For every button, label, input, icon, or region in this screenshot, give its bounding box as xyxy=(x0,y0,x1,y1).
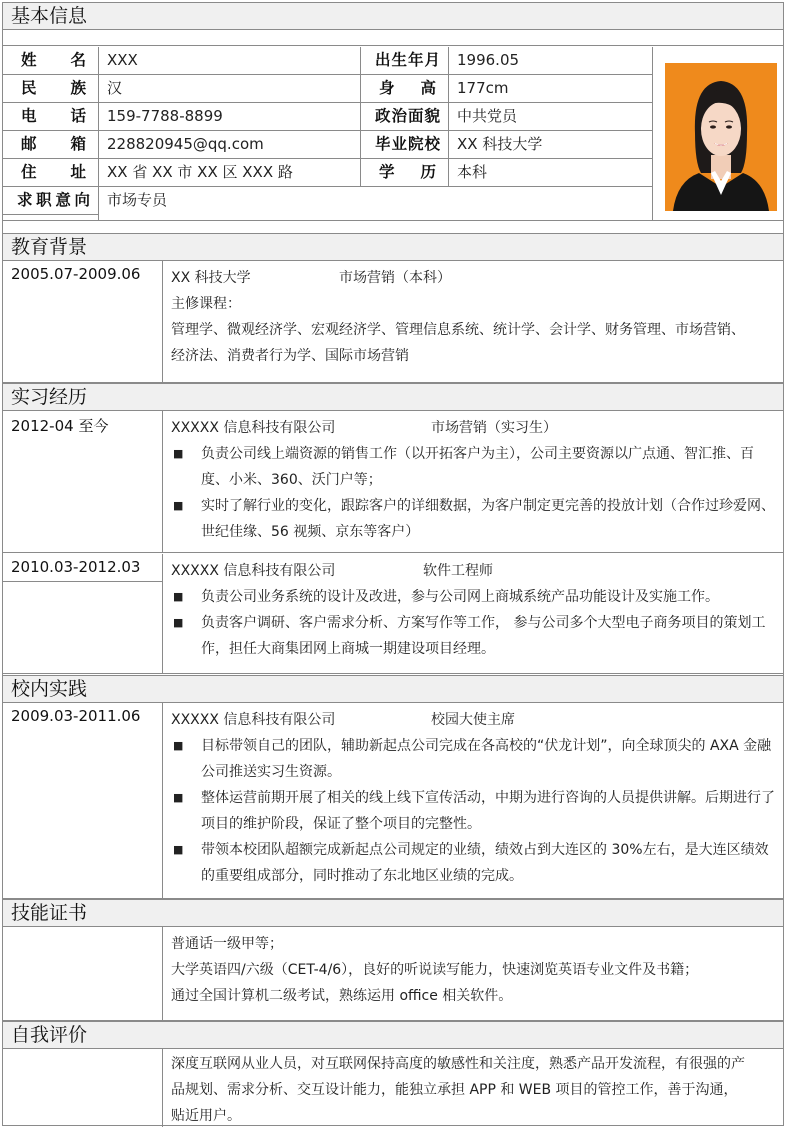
internship-body xyxy=(164,411,783,552)
internship-position: 软件工程师 xyxy=(423,563,493,579)
self-eval-line: 深度互联网从业人员，对互联网保持高度的敏感性和关注度，熟悉产品开发流程，有很强的产 xyxy=(171,1056,745,1072)
empty-cell xyxy=(3,1049,163,1127)
list-item-text: 目标带领自己的团队，辅助新起点公司完成在各高校的“伏龙计划”，向全球顶尖的 AXA 金融公司推送实习生资源。 xyxy=(201,738,772,780)
courses-line: 经济法、消费者行为学、国际市场营销 xyxy=(171,348,409,364)
skill-item: 普通话一级甲等； xyxy=(171,936,283,952)
value-name: XXX xyxy=(99,47,361,75)
education-body xyxy=(164,261,783,382)
list-item xyxy=(171,610,777,662)
section-title-education: 教育背景 xyxy=(3,233,783,261)
photo-cell xyxy=(653,47,783,221)
label-degree: 学 历 xyxy=(361,159,449,187)
internship-company: XXXXX 信息科技有限公司 xyxy=(171,563,336,579)
education-major: 市场营销（本科） xyxy=(339,270,451,286)
bullet-icon: ■ xyxy=(173,791,184,804)
section-title-campus: 校内实践 xyxy=(3,675,783,703)
label-ethnic: 民 族 xyxy=(3,75,99,103)
value-height: 177cm xyxy=(449,75,653,103)
courses-label: 主修课程： xyxy=(171,296,241,312)
label-politics: 政治面貌 xyxy=(361,103,449,131)
self-eval-line: 品规划、需求分析、交互设计能力，能独立承担 APP 和 WEB 项目的管控工作，善于沟通， xyxy=(171,1082,738,1098)
skill-item: 大学英语四/六级（CET-4/6），良好的听说读写能力，快速浏览英语专业文件及书籍； xyxy=(171,962,699,978)
list-item-text: 负责客户调研、客户需求分析、方案写作等工作， 参与公司多个大型电子商务项目的策划工作，担任大商集团网上商城一期建设项目经理。 xyxy=(201,615,766,657)
list-item xyxy=(171,584,777,610)
label-name: 姓 名 xyxy=(3,47,99,75)
education-date: 2005.07-2009.06 xyxy=(3,261,163,382)
campus-body xyxy=(164,703,783,898)
list-item xyxy=(171,493,777,545)
internship-date: 2012-04 至今 xyxy=(3,411,163,552)
label-school: 毕业院校 xyxy=(361,131,449,159)
bullet-icon: ■ xyxy=(173,843,184,856)
courses-line: 管理学、微观经济学、宏观经济学、管理信息系统、统计学、会计学、财务管理、市场营销、 xyxy=(171,322,745,338)
section-title-internship: 实习经历 xyxy=(3,383,783,411)
bullet-icon: ■ xyxy=(173,616,184,629)
internship-date: 2010.03-2012.03 xyxy=(3,554,163,673)
education-school: XX 科技大学 xyxy=(171,270,251,286)
campus-date: 2009.03-2011.06 xyxy=(3,703,163,898)
value-intent: 市场专员 xyxy=(99,187,653,221)
label-email: 邮 箱 xyxy=(3,131,99,159)
profile-photo xyxy=(665,63,777,211)
bullet-icon: ■ xyxy=(173,739,184,752)
list-item-text: 负责公司业务系统的设计及改进，参与公司网上商城系统产品功能设计及实施工作。 xyxy=(201,589,719,605)
empty-cell xyxy=(3,927,163,1020)
internship-company: XXXXX 信息科技有限公司 xyxy=(171,420,336,436)
value-ethnic: 汉 xyxy=(99,75,361,103)
internship-row xyxy=(3,554,783,674)
section-title-self: 自我评价 xyxy=(3,1021,783,1049)
value-degree: 本科 xyxy=(449,159,653,187)
skills-body xyxy=(164,927,783,1020)
self-eval-body xyxy=(164,1049,783,1127)
section-title-basic: 基本信息 xyxy=(3,2,783,30)
education-row xyxy=(3,261,783,383)
value-phone: 159-7788-8899 xyxy=(99,103,361,131)
campus-company: XXXXX 信息科技有限公司 xyxy=(171,712,336,728)
resume-document xyxy=(2,2,784,1126)
internship-position: 市场营销（实习生） xyxy=(431,420,557,436)
value-birth: 1996.05 xyxy=(449,47,653,75)
bullet-icon: ■ xyxy=(173,590,184,603)
bullet-icon: ■ xyxy=(173,499,184,512)
value-politics: 中共党员 xyxy=(449,103,653,131)
spacer xyxy=(3,30,783,46)
label-address: 住 址 xyxy=(3,159,99,187)
list-item-text: 实时了解行业的变化，跟踪客户的详细数据，为客户制定更完善的投放计划（合作过珍爱网、世纪佳缘、56 视频、京东等客户） xyxy=(201,498,775,540)
label-birth: 出生年月 xyxy=(361,47,449,75)
section-title-skills: 技能证书 xyxy=(3,899,783,927)
value-email: 228820945@qq.com xyxy=(99,131,361,159)
list-item xyxy=(171,837,777,889)
value-school: XX 科技大学 xyxy=(449,131,653,159)
list-item xyxy=(171,441,777,493)
self-eval-row xyxy=(3,1049,783,1127)
list-item-text: 带领本校团队超额完成新起点公司规定的业绩，绩效占到大连区的 30%左右，是大连区绩效的重要组成部分，同时推动了东北地区业绩的完成。 xyxy=(201,842,769,884)
list-item-text: 负责公司线上端资源的销售工作（以开拓客户为主），公司主要资源以广点通、智汇推、百度、小米、360、沃门户等； xyxy=(201,446,754,488)
value-address: XX 省 XX 市 XX 区 XXX 路 xyxy=(99,159,361,187)
spacer xyxy=(3,221,783,233)
label-intent: 求职意向 xyxy=(3,187,99,215)
list-item xyxy=(171,733,777,785)
portrait-illustration xyxy=(665,63,777,211)
self-eval-line: 贴近用户。 xyxy=(171,1108,241,1124)
list-item xyxy=(171,785,777,837)
bullet-icon: ■ xyxy=(173,447,184,460)
skill-item: 通过全国计算机二级考试，熟练运用 office 相关软件。 xyxy=(171,988,513,1004)
campus-row xyxy=(3,703,783,899)
label-phone: 电 话 xyxy=(3,103,99,131)
skills-row xyxy=(3,927,783,1021)
divider xyxy=(3,581,162,582)
list-item-text: 整体运营前期开展了相关的线上线下宣传活动，中期为进行咨询的人员提供讲解。后期进行了项目的维护阶段，保证了整个项目的完整性。 xyxy=(201,790,775,832)
internship-row xyxy=(3,411,783,553)
label-height: 身 高 xyxy=(361,75,449,103)
campus-position: 校园大使主席 xyxy=(431,712,515,728)
internship-body xyxy=(164,554,783,673)
